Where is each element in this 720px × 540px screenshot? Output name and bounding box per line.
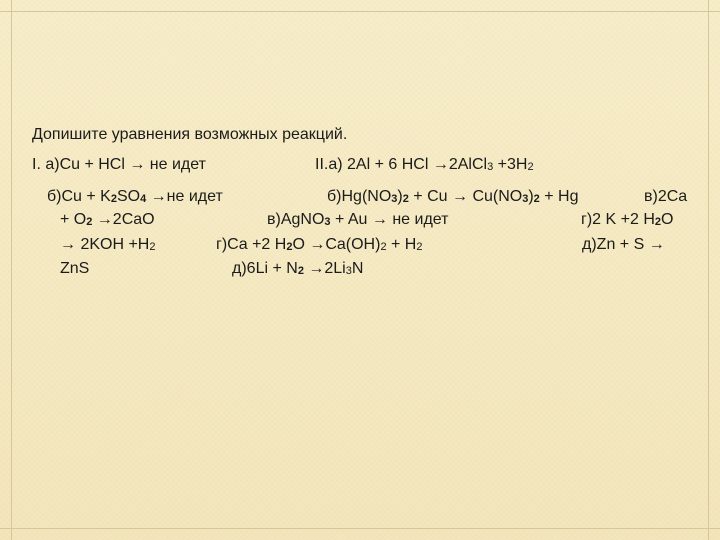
subscript: 2 [654,216,661,228]
subscript: 3 [487,161,494,173]
reaction-1a: I. а)Cu + HCl → не идет [32,156,206,173]
subscript: 2 [110,193,117,205]
reaction-2e [581,210,673,232]
reaction-2h [232,259,363,281]
reaction-2f [216,235,422,257]
reaction-text: II.а) 2Al + 6 HCl →2AlCl [315,156,488,173]
frame-corner-line [708,0,709,11]
subscript: 3 [324,216,331,228]
reaction-text: + Hg [539,188,579,205]
subscript: 2 [286,241,293,253]
frame-corner-line [709,528,720,529]
frame-corner-line [0,528,11,529]
reaction-text: →2CaO [92,211,155,228]
reaction-text: SO [116,188,141,205]
reaction-text: в)AgNO [267,211,325,228]
reaction-text: + Au → не идет [330,211,449,228]
subscript: 3 [522,193,529,205]
reaction-2c-cont [60,210,155,232]
frame-corner-line [709,11,720,12]
reaction-text: N [351,260,364,277]
reaction-text: +3H [493,156,528,173]
subscript: 2 [297,265,304,277]
reaction-2g: д)Zn + S → [582,236,665,253]
subscript: 3 [391,193,398,205]
frame-corner-line [11,529,12,540]
reaction-text: O →Ca(OH) [292,236,381,253]
subscript: 2 [86,216,93,228]
reaction-2b [327,187,578,209]
reaction-text: б)Cu + K [47,188,111,205]
reaction-text: + H [386,236,417,253]
reaction-2g-cont: ZnS [60,260,90,277]
reaction-text: + O [60,211,87,228]
frame-corner-line [0,11,11,12]
subscript: 2 [380,241,387,253]
reaction-text: O [661,211,674,228]
reaction-text: ) [528,188,534,205]
reaction-text: →не идет [146,188,223,205]
reaction-text: ) [397,188,403,205]
reaction-2e-cont [60,235,155,257]
frame-corner-line [708,529,709,540]
subscript: 2 [149,241,156,253]
slide-heading: Допишите уравнения возможных реакций. [32,126,348,143]
subscript: 2 [416,241,423,253]
subscript: 3 [345,265,352,277]
reaction-text: → 2KOH +H [60,236,150,253]
subscript: 2 [527,161,534,173]
reaction-text: б)Hg(NO [327,188,392,205]
reaction-text: г)2 K +2 H [581,211,655,228]
reaction-1b [47,187,223,209]
reaction-2c: в)2Ca [644,188,688,205]
reaction-text: г)Ca +2 H [216,236,287,253]
reaction-2a [315,155,534,177]
reaction-2d [267,210,449,232]
reaction-text: →2Li [303,260,346,277]
frame-corner-line [11,0,12,11]
subscript: 4 [140,193,147,205]
reaction-text: + Cu → Cu(NO [408,188,523,205]
subscript: 2 [533,193,540,205]
reaction-text: д)6Li + N [232,260,298,277]
subscript: 2 [402,193,409,205]
